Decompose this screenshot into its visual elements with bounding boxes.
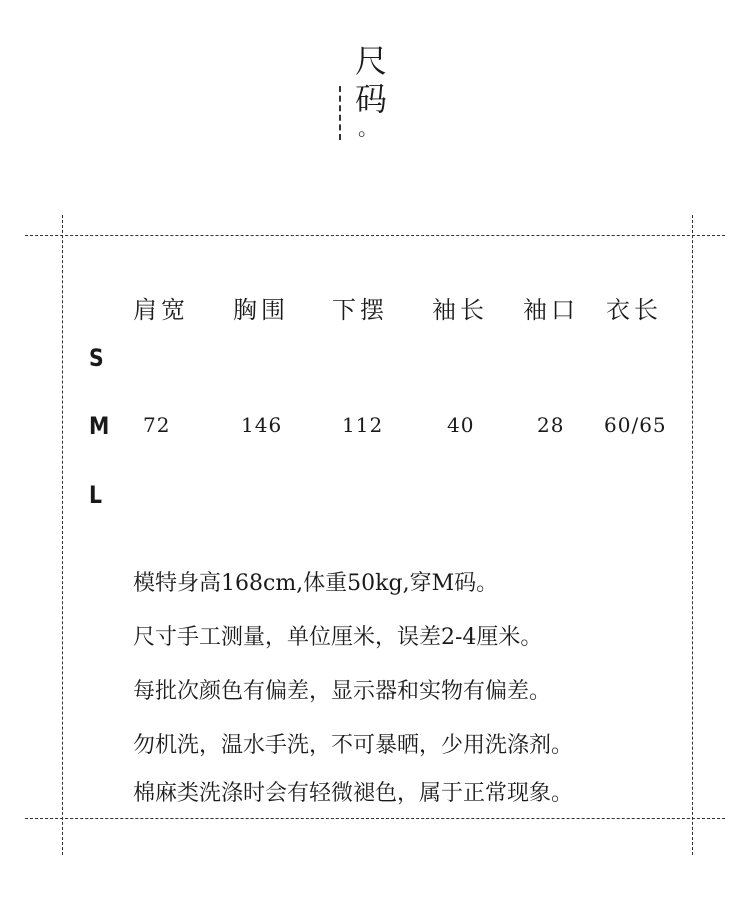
value-cuff: 28 — [537, 413, 565, 437]
value-hem: 112 — [342, 413, 384, 437]
header-length: 衣长 — [606, 296, 662, 324]
title-divider — [339, 86, 341, 140]
header-chest: 胸围 — [233, 296, 289, 324]
note-color-deviation: 每批次颜色有偏差，显示器和实物有偏差。 — [133, 679, 552, 704]
header-sleeve-length: 袖长 — [432, 296, 488, 324]
frame-left-line — [62, 215, 63, 855]
value-sleeve-length: 40 — [447, 413, 475, 437]
page-title — [355, 42, 415, 138]
value-length: 60/65 — [604, 413, 667, 437]
header-cuff: 袖口 — [523, 296, 579, 324]
frame-right-line — [692, 215, 693, 855]
note-washing: 勿机洗，温水手洗，不可暴晒，少用洗涤剂。 — [133, 733, 574, 758]
size-label-m: M — [89, 412, 110, 440]
size-label-s: S — [89, 344, 104, 372]
note-model-info: 模特身高168cm,体重50kg,穿M码。 — [133, 571, 499, 596]
note-fading: 棉麻类洗涤时会有轻微褪色，属于正常现象。 — [133, 781, 574, 806]
value-shoulder: 72 — [143, 413, 171, 437]
header-hem: 下摆 — [332, 296, 388, 324]
note-measurement: 尺寸手工测量，单位厘米，误差2-4厘米。 — [133, 625, 543, 650]
value-chest: 146 — [241, 413, 283, 437]
frame-bottom-line — [25, 818, 725, 819]
title-char-1: 尺 — [355, 42, 388, 80]
title-char-2: 码 — [355, 80, 388, 118]
header-shoulder: 肩宽 — [133, 296, 189, 324]
size-label-l: L — [89, 481, 103, 509]
title-mark: 。 — [358, 116, 378, 140]
frame-top-line — [25, 235, 725, 236]
